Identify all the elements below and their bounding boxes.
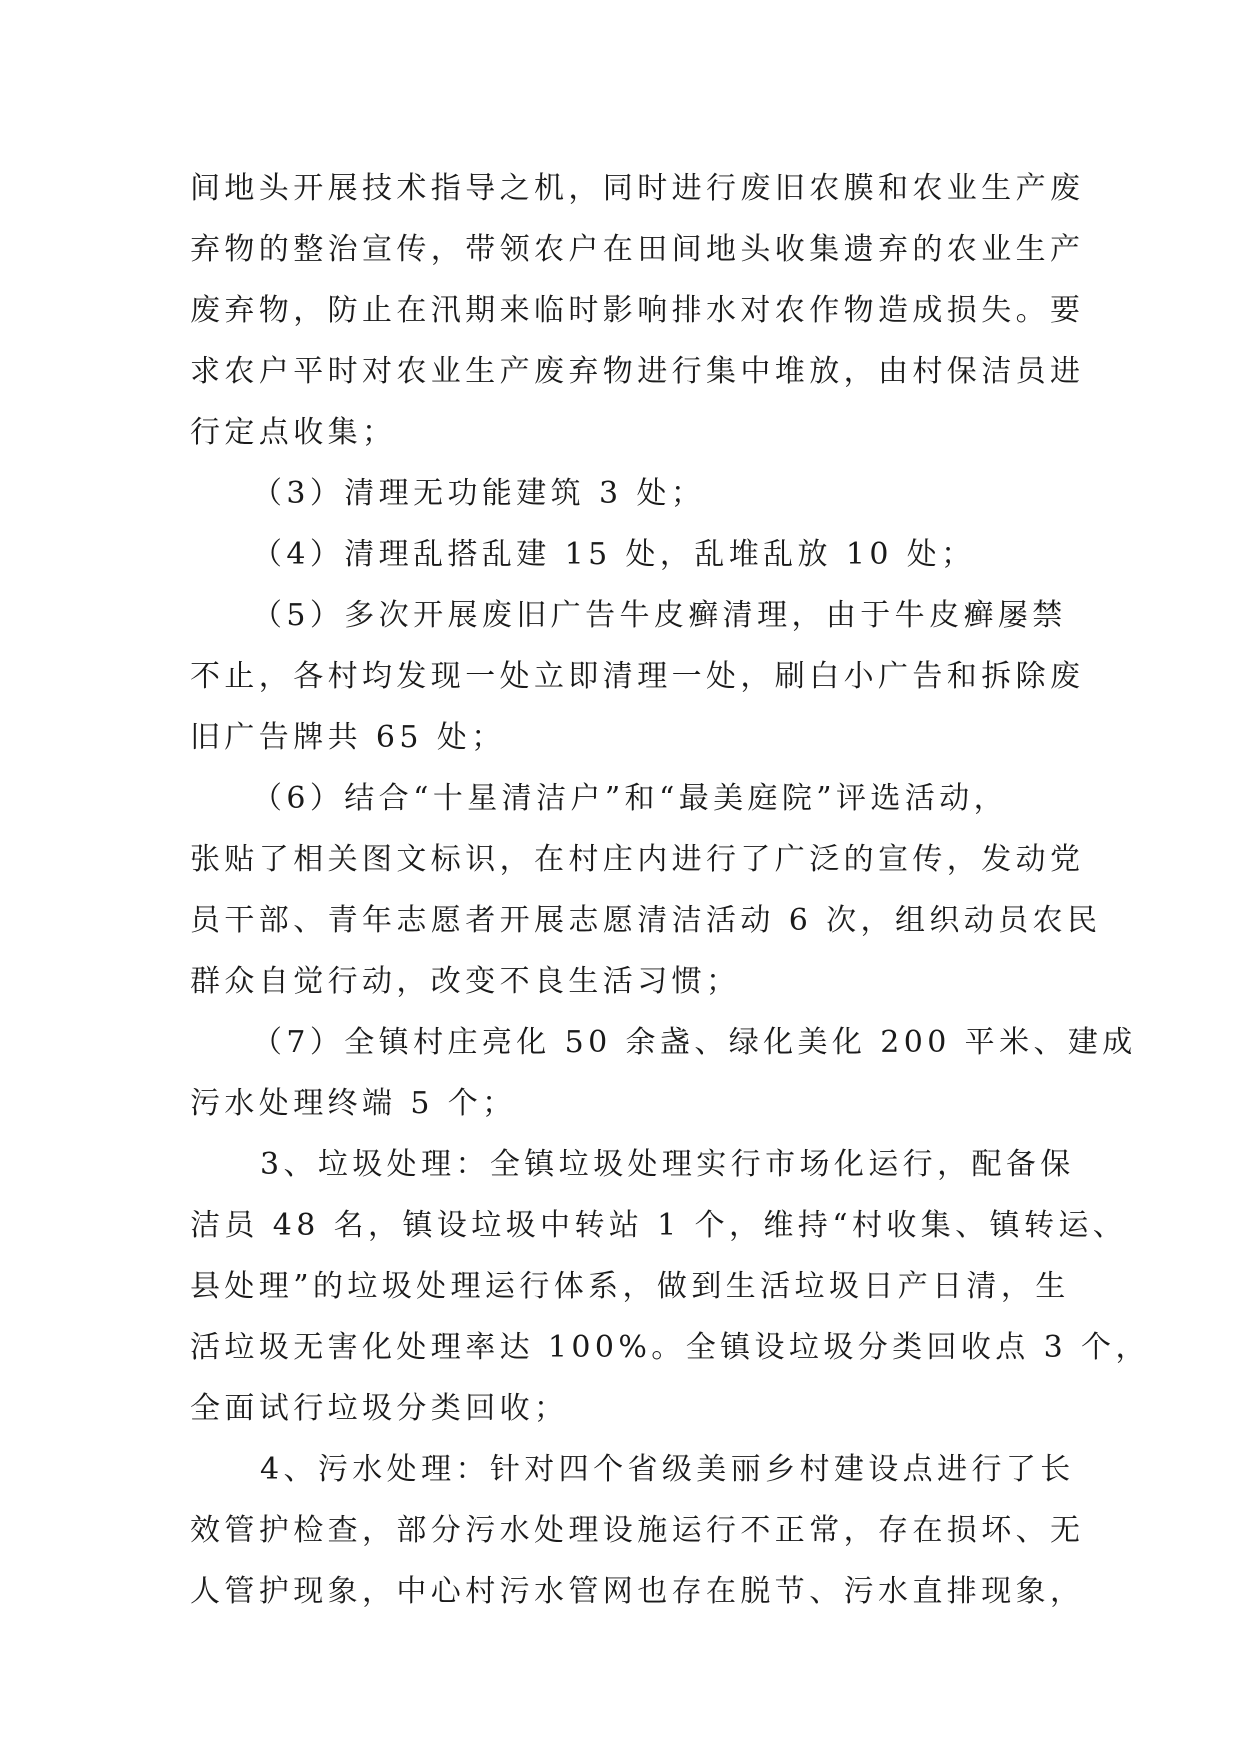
text-line: 不止，各村均发现一处立即清理一处，刷白小广告和拆除废 xyxy=(190,659,1085,694)
text-line: 群众自觉行动，改变不良生活习惯； xyxy=(190,964,741,999)
text-line: 弃物的整治宣传，带领农户在田间地头收集遗弃的农业生产 xyxy=(190,232,1085,267)
text-line: 废弃物，防止在汛期来临时影响排水对农作物造成损失。要 xyxy=(190,293,1085,328)
text-line: 求农户平时对农业生产废弃物进行集中堆放，由村保洁员进 xyxy=(190,354,1085,389)
list-item-4: （4）清理乱搭乱建 15 处，乱堆乱放 10 处； xyxy=(252,537,976,572)
text-line: 县处理”的垃圾处理运行体系，做到生活垃圾日产日清，生 xyxy=(190,1269,1070,1304)
text-line: 员干部、青年志愿者开展志愿清洁活动 6 次，组织动员农民 xyxy=(190,903,1102,938)
text-line: 全面试行垃圾分类回收； xyxy=(190,1391,569,1426)
text-line: 旧广告牌共 65 处； xyxy=(190,720,506,755)
list-item-7: （7）全镇村庄亮化 50 余盏、绿化美化 200 平米、建成 xyxy=(252,1025,1137,1060)
text-line: 张贴了相关图文标识，在村庄内进行了广泛的宣传，发动党 xyxy=(190,842,1085,877)
text-line: 效管护检查，部分污水处理设施运行不正常，存在损坏、无 xyxy=(190,1513,1085,1548)
list-item-3: （3）清理无功能建筑 3 处； xyxy=(252,476,706,511)
section-garbage-processing: 3、垃圾处理：全镇垃圾处理实行市场化运行，配备保 xyxy=(260,1147,1075,1182)
text-line: 间地头开展技术指导之机，同时进行废旧农膜和农业生产废 xyxy=(190,171,1085,206)
text-line: 人管护现象，中心村污水管网也存在脱节、污水直排现象， xyxy=(190,1574,1085,1609)
text-line: 洁员 48 名，镇设垃圾中转站 1 个，维持“村收集、镇转运、 xyxy=(190,1208,1128,1243)
list-item-5: （5）多次开展废旧广告牛皮癣清理，由于牛皮癣屡禁 xyxy=(252,598,1067,633)
text-line: 污水处理终端 5 个； xyxy=(190,1086,517,1121)
list-item-6: （6）结合“十星清洁户”和“最美庭院”评选活动， xyxy=(252,781,1009,816)
document-body xyxy=(190,158,1150,1622)
text-line: 行定点收集； xyxy=(190,415,397,450)
section-sewage-processing: 4、污水处理：针对四个省级美丽乡村建设点进行了长 xyxy=(260,1452,1075,1487)
text-line: 活垃圾无害化处理率达 100%。全镇设垃圾分类回收点 3 个， xyxy=(190,1330,1150,1365)
